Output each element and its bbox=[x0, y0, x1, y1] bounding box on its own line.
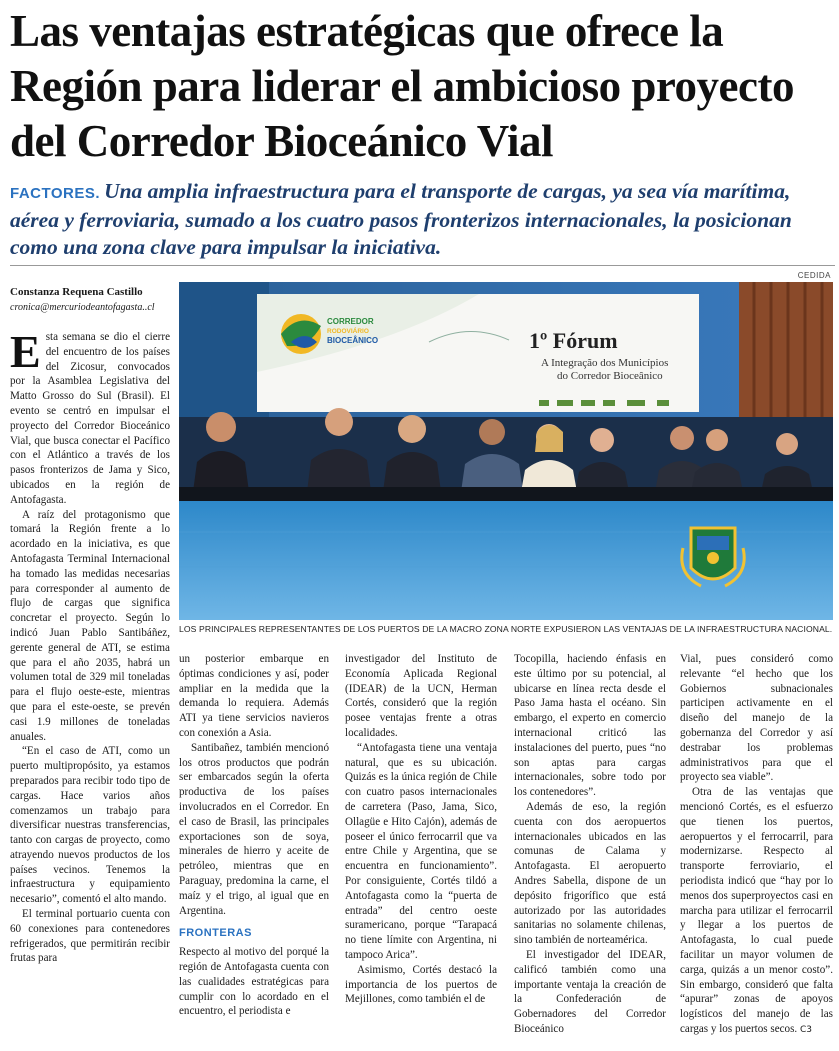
photo-credit: CEDIDA bbox=[797, 271, 831, 280]
coat-of-arms-icon bbox=[682, 528, 744, 586]
article-column-3 bbox=[345, 652, 497, 1007]
paragraph: Santibañez, también mencionó los otros productos que podrán ser embarcados según la oferta productiva de los países involucrados en el Corredor. En el caso de Brasil, las principales exportaciones son de soya, minerales de hierro y aceite de petróleo, mientras que en Paraguay, predomina la carne, el maíz y el trigo, al igual que en Argentina. bbox=[179, 741, 329, 917]
section-subhead: FRONTERAS bbox=[179, 927, 252, 940]
paragraph-text: sta semana se dio el cierre del encuentro de los países del Zicosur, convocados por la Asamblea Legislativa del Matto Grosso do Sul (Brasil). El evento se centró en impulsar el proyecto del Corredor Bioceánico Vial, que busca conectar el Pacífico con el Atlántico a través de los pasos fronterizos de Jama y Sico, ubicados en la región de Antofagasta. bbox=[10, 331, 170, 506]
banner-logo-line2: RODOVIÁRIO bbox=[327, 328, 369, 335]
banner-logo-line1: CORREDOR bbox=[327, 317, 374, 326]
deck-kicker: FACTORES. bbox=[10, 185, 101, 202]
photo-illustration bbox=[179, 282, 833, 620]
photo-caption: LOS PRINCIPALES REPRESENTANTES DE LOS PUERTOS DE LA MACRO ZONA NORTE EXPUSIERON LAS VENTAJAS DE LA INFRAESTRUCTURA NACIONAL. bbox=[179, 624, 833, 634]
banner-forum-sub1: A Integração dos Municípios bbox=[541, 357, 669, 369]
banner-logo-line3: BIOCEÂNICO bbox=[327, 336, 379, 345]
divider bbox=[10, 265, 835, 266]
paragraph: Además de eso, la región cuenta con dos aeropuertos internacionales ubicados en las comunas de Calama y Antofagasta. El aeropuerto Andres Sabella, dispone de un depósito frigorífico que está autorizado por las autoridades sanitarias no solamente chilenas, sino también de norteamérica. bbox=[514, 800, 666, 947]
paragraph: El investigador del IDEAR, calificó también como una importante ventaja la creación de la Confederación de Gobernadores del Corredor Bioceánico bbox=[514, 948, 666, 1035]
paragraph bbox=[680, 785, 833, 1038]
paragraph: Asimismo, Cortés destacó la importancia de los puertos de Mejillones, como también el de bbox=[345, 963, 497, 1006]
article-column-2 bbox=[179, 652, 329, 1019]
article-column-1 bbox=[10, 326, 170, 966]
article-column-5 bbox=[680, 652, 833, 1038]
paragraph: investigador del Instituto de Economía Aplicada Regional (IDEAR) de la UCN, Herman Cortés, consideró que la región posee ventajas frente a otras localidades. bbox=[345, 653, 497, 739]
paragraph: Vial, pues consideró como relevante “el hecho que los Gobiernos subnacionales participen activamente en el diseño del manejo de la gobernanza del Corredor y así destrabar los problemas administrativos para que el proyecto sea viable”. bbox=[680, 653, 833, 784]
paragraph: un posterior embarque en óptimas condiciones y así, poder ampliar en la medida que la demanda lo requiera. Además ATI ya tiene servicios navieros con conexión a Asia. bbox=[179, 653, 329, 739]
paragraph: “En el caso de ATI, como un puerto multipropósito, ya estamos preparados para recibir todo tipo de cargas. Hace varios años comenzamos un trabajo para diversificar nuestras transferencias, tanto con cargas de proyecto, como atrayendo nuevos productos de los países vecinos. Tenemos la infraestructura y equipamiento necesario”, comentó el alto mando. bbox=[10, 745, 170, 906]
article-photo bbox=[179, 282, 833, 620]
paragraph: El terminal portuario cuenta con 60 conexiones para contenedores refrigerados, que permitirán recibir frutas para bbox=[10, 908, 170, 965]
paragraph: Respecto al motivo del porqué la región de Antofagasta cuenta con las cualidades estratégicas para cumplir con lo acordado en el encuentro, el periodista e bbox=[179, 946, 329, 1018]
byline bbox=[10, 285, 170, 315]
paragraph-text: Otra de las ventajas que mencionó Cortés, es el esfuerzo que tienen los puertos, aeropuertos y el ferrocarril, para modernizarse. Respecto al transporte ferroviario, el periodista indicó que “hay por lo menos dos superproyectos casi en marcha para utilizar el ferrocarril y llegar a los puertos de Antofagasta, lo cual puede facilitar un mayor volumen de carga, quizás a un menor costo”. Sin embargo, consideró que falta “apurar” zonas de apoyos logísticos del manejo de las cargas y los puertos secos. bbox=[680, 786, 833, 1035]
byline-email: cronica@mercuriodeantofagasta..cl bbox=[10, 302, 155, 313]
paragraph: “Antofagasta tiene una ventaja natural, que es su ubicación. Quizás es la única región de Chile con cuatro pasos internacionales de carretera (Paso, Jama, Sico, Ollagüe e Hito Cajón), además de poseer el único ferrocarril que va entre Chile y Argentina, que se encuentra en funcionamiento”. Por consiguiente, Cortés tildó a Antofagasta como la “puerta de entrada” del centro oeste suramericano, porque “Tarapacá no tiene límite con Argentina, ni tampoco Arica”. bbox=[345, 741, 497, 961]
banner-forum-sub2: do Corredor Bioceânico bbox=[557, 370, 663, 382]
paragraph bbox=[10, 326, 170, 508]
headline: Las ventajas estratégicas que ofrece la Región para liderar el ambicioso proyecto del Corredor Bioceánico Vial bbox=[10, 6, 794, 166]
paragraph: A raíz del protagonismo que tomará la Región frente a lo acordado en la iniciativa, es que Antofagasta Terminal Internacional ha tomado las medidas necesarias para corresponder al aumento de flujo de cargas que significa concretar el proyecto. Según lo indicó Juan Pablo Santibáñez, gerente general de ATI, se estima que para el año 2035, habrá un volumen total de 329 mil toneladas para el flujo oeste-este, mientras que para el este-oeste, se prevén casi 1.9 millones de toneladas anuales. bbox=[10, 508, 170, 743]
byline-author: Constanza Requena Castillo bbox=[10, 286, 143, 298]
end-mark: C3 bbox=[799, 1024, 812, 1035]
deck bbox=[10, 178, 835, 261]
paragraph: Tocopilla, haciendo énfasis en este último por su potencial, al ubicarse en línea recta desde el Paso Jama hasta el océano. Sin embargo, el experto en comercio internacional criticó las instalaciones del puerto, pues “no son aptas para cargas internacionales, sobre todo por los contenedores”. bbox=[514, 653, 666, 799]
drop-cap: E bbox=[10, 326, 41, 377]
banner-forum-title: 1º Fórum bbox=[529, 328, 618, 353]
article-column-4 bbox=[514, 652, 666, 1037]
deck-text: Una amplia infraestructura para el transporte de cargas, ya sea vía marítima, aérea y ferroviaria, sumado a los cuatro pasos fronterizos internacionales, la posicionan como una zona clave para impulsar la iniciativa. bbox=[10, 179, 792, 259]
